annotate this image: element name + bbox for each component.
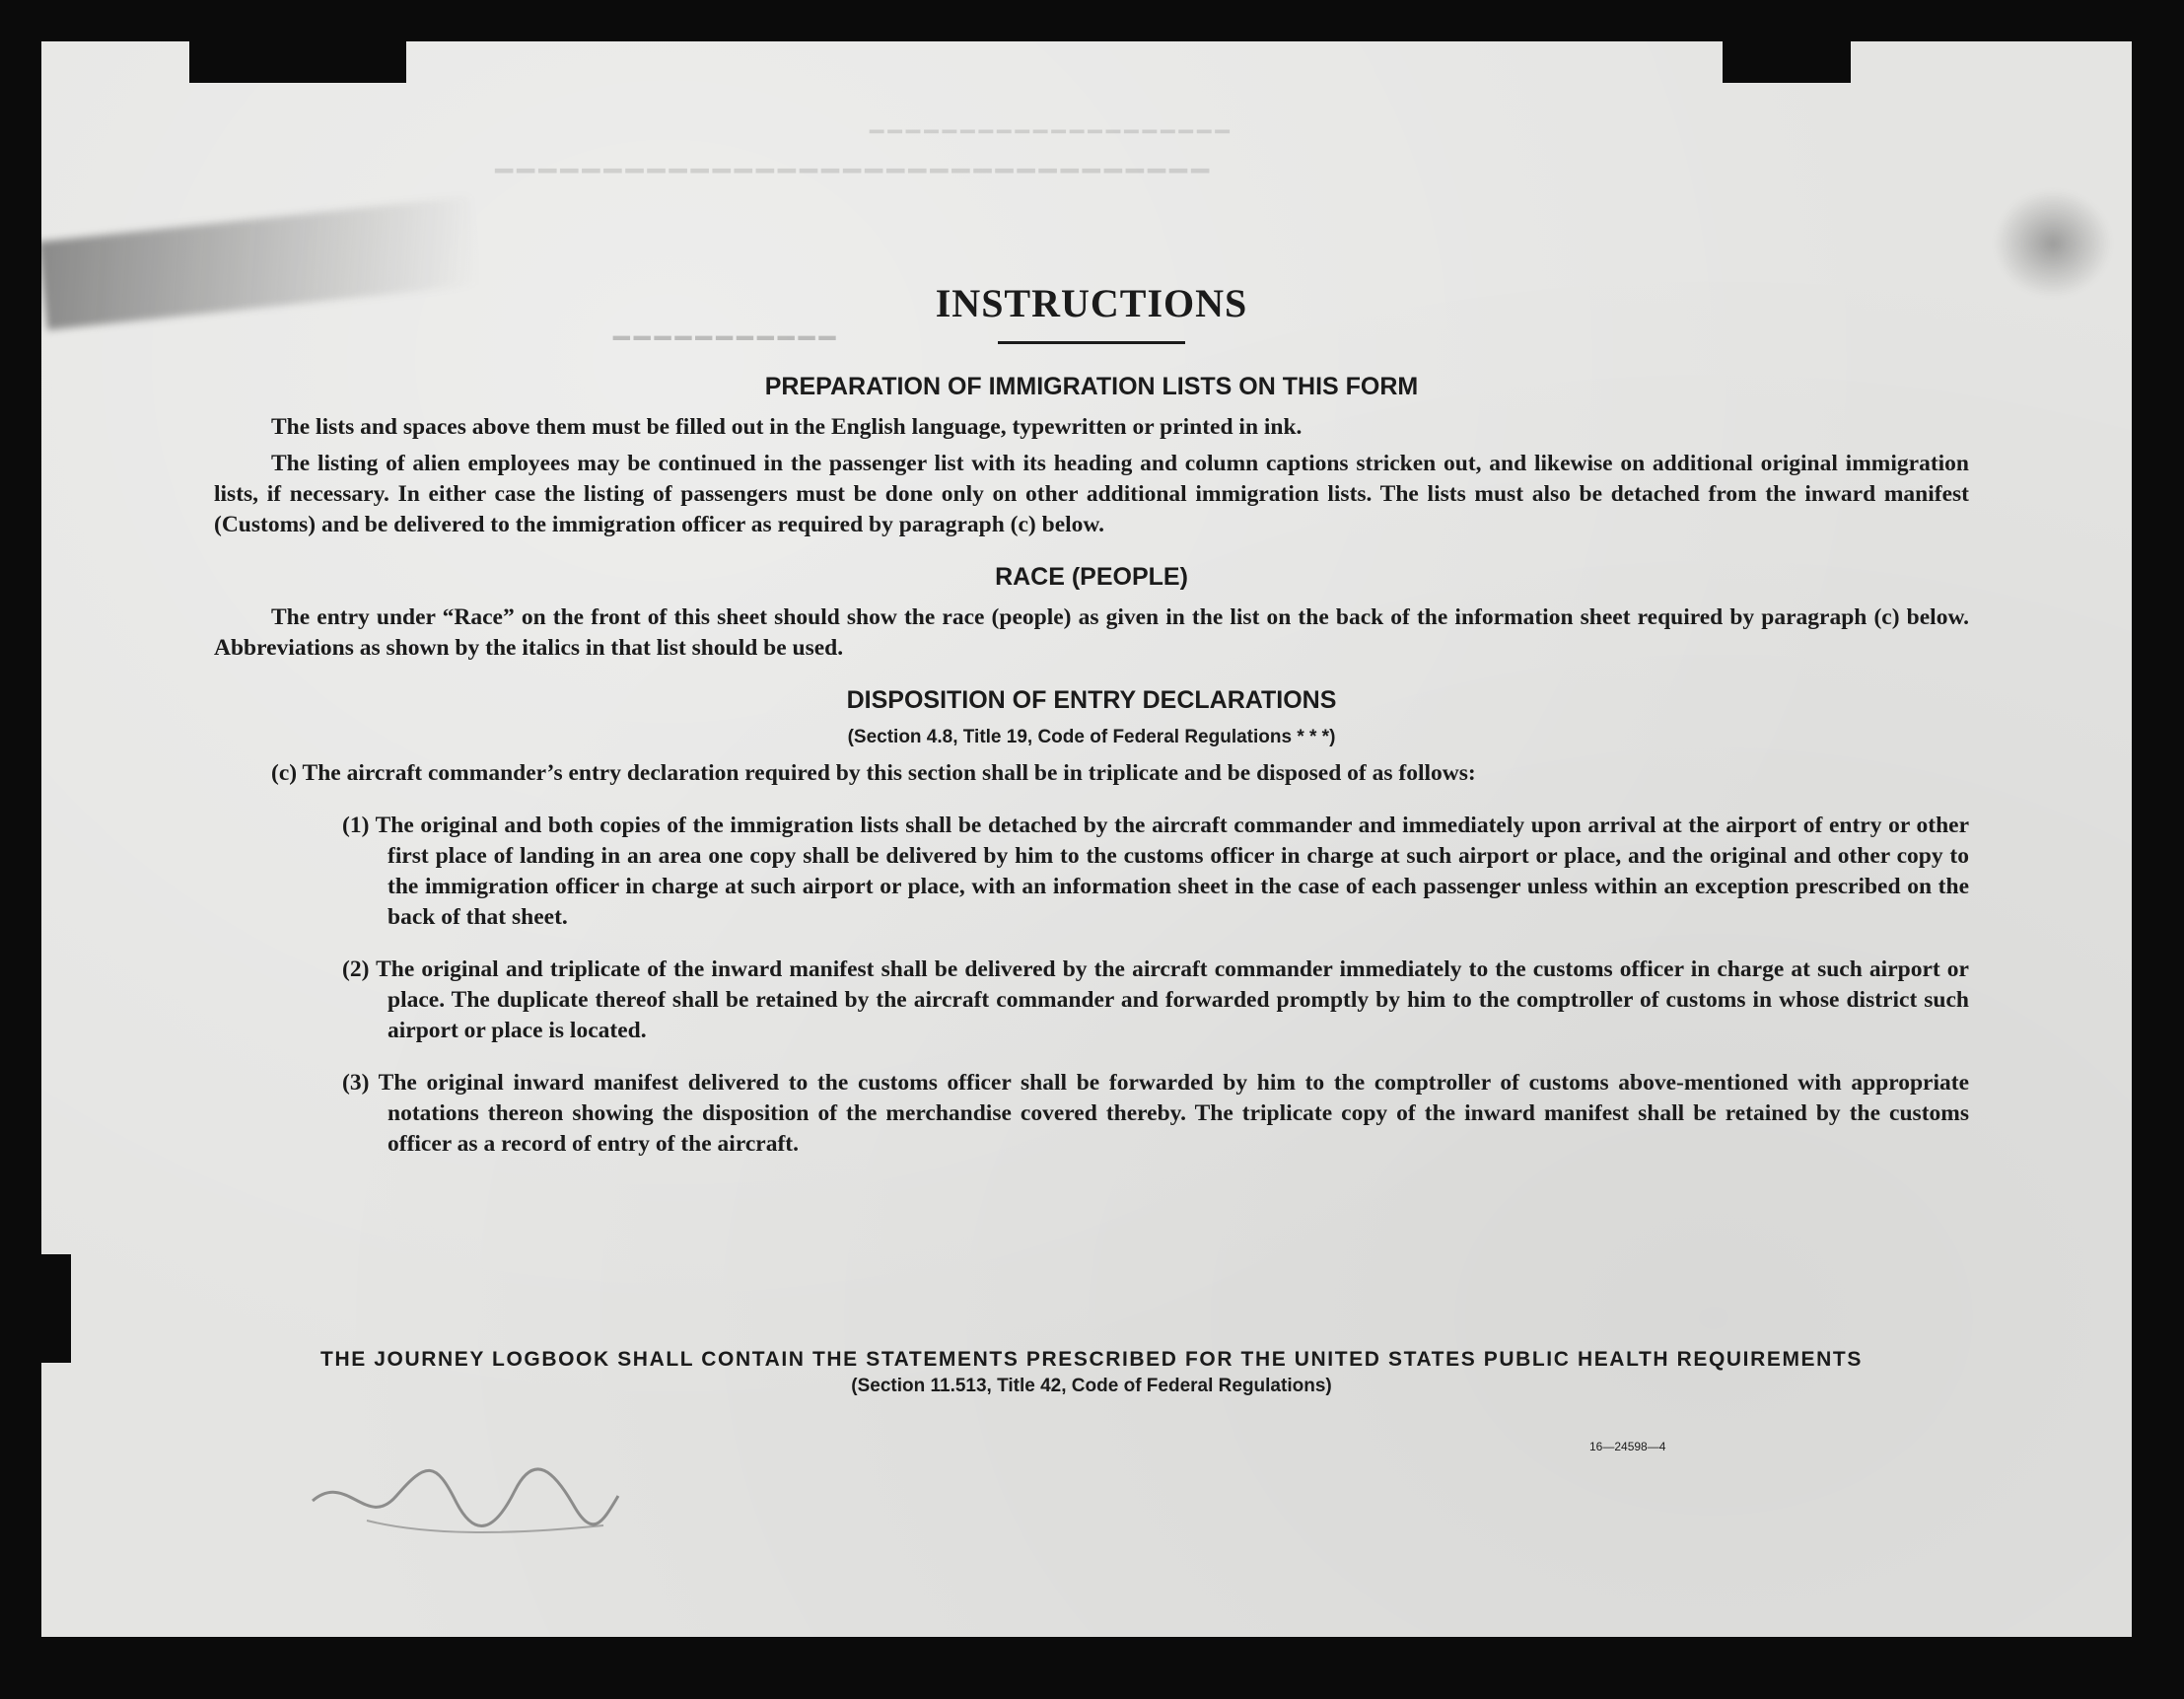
section-heading-preparation: PREPARATION OF IMMIGRATION LISTS ON THIS FORM [764, 373, 1419, 400]
page-title: INSTRUCTIONS [935, 281, 1248, 325]
torn-edge [189, 41, 406, 83]
list-item: (2) The original and triplicate of the inward manifest shall be delivered by the aircraft commander immediately to the customs officer in charge at such airport or place. The duplicate thereof shall be retained by the aircraft commander and forwarded promptly by him to the comptroller of customs in whose district such airport or place is located. [342, 956, 1969, 1043]
paragraph: The listing of alien employees may be continued in the passenger list with its heading and column captions stricken out, and likewise on additional original immigration lists, if necessary. In either case the listing of passengers must be done only on other additional immigration lists. The lists must also be detached from the inward manifest (Customs) and be delivered to the immigration officer as required by paragraph (c) below. [214, 451, 1969, 537]
bleed-through: ▁▁▁▁▁▁▁▁▁▁▁ [613, 308, 840, 340]
title-underline [998, 341, 1185, 344]
list-item: (1) The original and both copies of the immigration lists shall be detached by the aircraft commander and immediately upon arrival at the airport of entry or other first place of landing in an area one copy shall be delivered by him to the customs officer in charge at such airport or place, and the original and other copy to the immigration officer in charge at such airport or place, with an information sheet in the case of each passenger unless within an exception prescribed on the back of that sheet. [342, 813, 1969, 930]
section-subheading: (Section 4.8, Title 19, Code of Federal Regulations * * *) [847, 727, 1336, 747]
footer-line: THE JOURNEY LOGBOOK SHALL CONTAIN THE STATEMENTS PRESCRIBED FOR THE UNITED STATES PUBLIC HEALTH REQUIREMENTS [320, 1348, 1863, 1371]
torn-edge [41, 1254, 71, 1363]
torn-edge [1723, 41, 1851, 83]
footer-citation: (Section 11.513, Title 42, Code of Federal Regulations) [851, 1376, 1332, 1396]
signature-scribble [308, 1442, 623, 1550]
section-heading-disposition: DISPOSITION OF ENTRY DECLARATIONS [846, 686, 1337, 714]
footer-note [209, 1348, 1974, 1397]
section-heading-race: RACE (PEOPLE) [995, 563, 1188, 591]
list-item: (3) The original inward manifest delivered to the customs officer shall be forwarded by him to the comptroller of customs above-mentioned with appropriate notations thereon showing the disposition of the merchandise covered thereby. The triplicate copy of the inward manifest shall be retained by the customs officer as a record of entry of the aircraft. [342, 1070, 1969, 1157]
document-page [41, 41, 2132, 1637]
smudge-mark [1994, 189, 2112, 298]
paragraph: The entry under “Race” on the front of this sheet should show the race (people) as given in the list on the back of the information sheet required by paragraph (c) below. Abbreviations as shown by the italics in that list should be used. [214, 604, 1969, 661]
paragraph: The lists and spaces above them must be filled out in the English language, typewritten or printed in ink. [271, 414, 1303, 440]
instructions-body [214, 278, 1969, 1181]
bleed-through: ▔▔▔▔▔▔▔▔▔▔▔▔▔▔▔▔▔▔▔▔▔▔▔▔▔▔▔▔▔▔▔▔▔ [495, 170, 1214, 204]
form-number: 16—24598—4 [1589, 1440, 1666, 1453]
paragraph-intro: (c) The aircraft commander’s entry declaration required by this section shall be in triplicate and be disposed of as follows: [271, 760, 1476, 786]
bleed-through: ▔▔▔▔▔▔▔▔▔▔▔▔▔▔▔▔▔▔▔▔ [870, 130, 1233, 158]
